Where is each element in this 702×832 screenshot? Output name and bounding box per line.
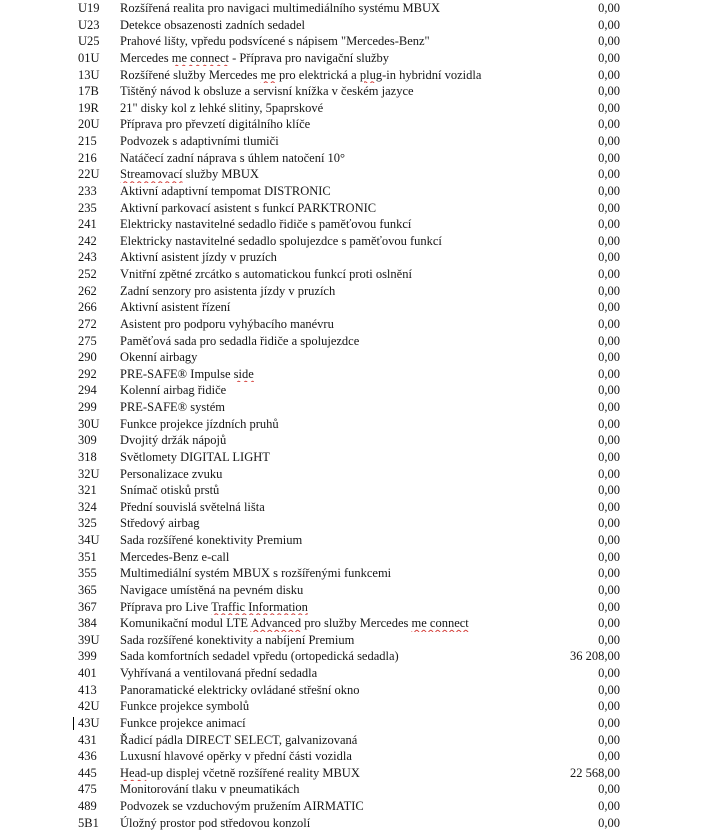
option-price: 0,00 xyxy=(598,549,620,564)
description-text: Středový airbag xyxy=(120,516,200,531)
table-row xyxy=(78,166,620,183)
option-code: 489 xyxy=(78,799,97,813)
description-text: Navigace umístěná na pevném disku xyxy=(120,582,304,597)
option-description xyxy=(120,17,528,34)
table-row xyxy=(78,316,620,333)
option-description xyxy=(120,183,528,200)
description-text: Dvojitý držák nápojů xyxy=(120,433,227,448)
description-text: Snímač otisků prstů xyxy=(120,483,220,498)
description-text: pro služby Mercedes xyxy=(301,616,412,631)
option-code: 475 xyxy=(78,782,97,797)
option-description xyxy=(120,449,528,466)
table-row xyxy=(78,499,620,516)
option-description xyxy=(120,515,528,532)
option-code: 01U xyxy=(78,50,100,65)
option-code: 355 xyxy=(78,566,97,581)
option-price: 0,00 xyxy=(598,233,620,248)
option-description xyxy=(120,299,528,316)
description-text: Tištěný návod k obsluze a servisní knížka v českém jazyce xyxy=(120,84,414,99)
option-description xyxy=(120,266,528,283)
description-text: PRE-SAFE® systém xyxy=(120,400,225,414)
option-code: 17B xyxy=(78,84,99,99)
description-text: Řadicí pádla DIRECT SELECT, galvanizovaná xyxy=(120,732,358,747)
option-price: 0,00 xyxy=(598,366,620,381)
table-row xyxy=(78,233,620,250)
option-code: 13U xyxy=(78,67,100,82)
description-text: pro elektrická a xyxy=(275,67,360,82)
option-price: 36 208,00 xyxy=(570,649,620,664)
table-row xyxy=(78,781,620,798)
option-code: 20U xyxy=(78,117,100,132)
description-text: Sada komfortních sedadel vpředu (ortopedická sedadla) xyxy=(120,649,399,664)
option-price: 0,00 xyxy=(598,516,620,531)
option-code: 235 xyxy=(78,200,97,215)
option-code: 384 xyxy=(78,616,97,631)
option-code: 324 xyxy=(78,499,97,514)
option-description xyxy=(120,499,528,516)
table-row xyxy=(78,765,620,782)
table-row xyxy=(78,648,620,665)
description-text: Funkce projekce animací xyxy=(120,715,246,730)
description-text: Aktivní adaptivní tempomat DISTRONIC xyxy=(120,183,331,198)
description-text: Aktivní parkovací asistent s funkcí PARKTRONIC xyxy=(120,200,377,215)
table-row xyxy=(78,299,620,316)
option-price: 0,00 xyxy=(598,250,620,265)
option-code: 243 xyxy=(78,250,97,265)
table-row xyxy=(78,682,620,699)
option-price: 0,00 xyxy=(598,699,620,714)
description-text: Paměťová sada pro sedadla řidiče a spolujezdce xyxy=(120,333,360,348)
description-text: Příprava pro Live xyxy=(120,599,212,614)
option-description xyxy=(120,216,528,233)
option-price: 0,00 xyxy=(598,632,620,647)
table-row xyxy=(78,266,620,283)
table-row xyxy=(78,748,620,765)
option-price: 0,00 xyxy=(598,34,620,49)
option-code: 34U xyxy=(78,533,100,547)
table-row xyxy=(78,67,620,84)
option-code: 401 xyxy=(78,666,97,680)
description-text: 21" disky kol z lehké slitiny, 5paprskové xyxy=(120,100,324,115)
table-row xyxy=(78,116,620,133)
description-text: Okenní airbagy xyxy=(120,350,198,365)
table-row xyxy=(78,349,620,366)
option-description xyxy=(120,33,528,50)
option-price: 0,00 xyxy=(598,333,620,348)
option-price: 0,00 xyxy=(598,749,620,764)
table-row xyxy=(78,283,620,300)
table-row xyxy=(78,183,620,200)
option-price: 0,00 xyxy=(598,616,620,631)
table-row xyxy=(78,599,620,616)
option-code: 367 xyxy=(78,599,97,614)
option-code: 399 xyxy=(78,649,97,664)
description-text: Personalizace zvuku xyxy=(120,466,223,481)
option-description xyxy=(120,599,528,616)
option-price: 0,00 xyxy=(598,84,620,99)
option-description xyxy=(120,748,528,765)
option-price: 0,00 xyxy=(598,715,620,730)
table-row xyxy=(78,582,620,599)
text-cursor xyxy=(73,717,74,730)
description-text: Příprava pro převzetí digitálního klíče xyxy=(120,117,311,132)
table-row xyxy=(78,333,620,350)
option-code: 299 xyxy=(78,400,97,414)
option-description xyxy=(120,532,528,549)
spellcheck-underlined-text: Advanced xyxy=(250,616,302,631)
description-text: PRE-SAFE® Impulse xyxy=(120,366,234,381)
option-price: 0,00 xyxy=(598,416,620,431)
spellcheck-underlined-text: Traffic Information xyxy=(211,599,308,614)
spellcheck-underlined-text: side xyxy=(233,366,254,381)
description-text: Panoramatické elektricky ovládané střešní okno xyxy=(120,682,360,697)
option-price: 0,00 xyxy=(598,300,620,315)
option-price: 0,00 xyxy=(598,566,620,581)
description-text: Natáčecí zadní náprava s úhlem natočení 10° xyxy=(120,150,346,165)
option-description xyxy=(120,382,528,399)
description-text: Vyhřívaná a ventilovaná přední sedadla xyxy=(120,666,318,680)
option-code: 275 xyxy=(78,333,97,348)
option-code: 5B1 xyxy=(78,815,99,830)
table-row xyxy=(78,100,620,117)
description-text: Sada rozšířené konektivity a nabíjení Premium xyxy=(120,632,355,647)
option-code: 32U xyxy=(78,466,100,481)
table-row xyxy=(78,399,620,416)
option-code: 272 xyxy=(78,316,97,331)
table-row xyxy=(78,133,620,150)
option-price: 0,00 xyxy=(598,782,620,797)
option-price: 0,00 xyxy=(598,117,620,132)
table-row xyxy=(78,0,620,17)
option-code: 309 xyxy=(78,433,97,448)
option-description xyxy=(120,715,528,732)
option-price: 0,00 xyxy=(598,799,620,813)
description-text: Luxusní hlavové opěrky v přední části vozidla xyxy=(120,749,352,764)
description-text: -in hybridní vozidla xyxy=(382,67,482,82)
description-text: Detekce obsazenosti zadních sedadel xyxy=(120,17,305,32)
table-row xyxy=(78,150,620,167)
option-code: 19R xyxy=(78,100,99,115)
table-row xyxy=(78,715,620,732)
option-description xyxy=(120,482,528,499)
description-text: Rozšířená realita pro navigaci multimediálního systému MBUX xyxy=(120,1,441,15)
description-text: Komunikační modul LTE xyxy=(120,616,251,631)
option-description xyxy=(120,283,528,300)
option-description xyxy=(120,781,528,798)
description-text: Elektricky nastavitelné sedadlo spolujezdce s paměťovou funkcí xyxy=(120,233,442,248)
option-description xyxy=(120,200,528,217)
option-description xyxy=(120,765,528,782)
option-price: 0,00 xyxy=(598,533,620,547)
option-description xyxy=(120,316,528,333)
option-code: 413 xyxy=(78,682,97,697)
option-description xyxy=(120,349,528,366)
table-row xyxy=(78,665,620,682)
option-description xyxy=(120,549,528,566)
table-row xyxy=(78,449,620,466)
description-text: Elektricky nastavitelné sedadlo řidiče s paměťovou funkcí xyxy=(120,217,412,232)
option-code: U23 xyxy=(78,17,100,32)
option-code: 241 xyxy=(78,217,97,232)
description-text: Světlomety DIGITAL LIGHT xyxy=(120,449,270,464)
option-description xyxy=(120,466,528,483)
option-code: 294 xyxy=(78,383,97,398)
option-code: 30U xyxy=(78,416,100,431)
option-code: 321 xyxy=(78,483,97,498)
option-code: 365 xyxy=(78,582,97,597)
option-code: 233 xyxy=(78,183,97,198)
table-row xyxy=(78,466,620,483)
option-price: 0,00 xyxy=(598,350,620,365)
option-description xyxy=(120,150,528,167)
table-row xyxy=(78,200,620,217)
option-price: 0,00 xyxy=(598,666,620,680)
description-text: Úložný prostor pod středovou konzolí xyxy=(120,815,311,830)
option-price: 0,00 xyxy=(598,499,620,514)
option-description xyxy=(120,50,528,67)
spellcheck-underlined-text: me connect xyxy=(171,50,229,65)
option-code: 436 xyxy=(78,749,97,764)
option-code: 43U xyxy=(78,715,120,732)
option-price: 0,00 xyxy=(598,200,620,215)
option-description xyxy=(120,249,528,266)
option-price: 0,00 xyxy=(598,50,620,65)
option-code: 242 xyxy=(78,233,97,248)
description-text: služby MBUX xyxy=(182,167,259,182)
description-text: Mercedes xyxy=(120,50,172,65)
option-description xyxy=(120,100,528,117)
table-row xyxy=(78,732,620,749)
option-description xyxy=(120,67,528,84)
description-text: Sada rozšířené konektivity Premium xyxy=(120,533,303,547)
description-text: Prahové lišty, vpředu podsvícené s nápisem "Mercedes-Benz" xyxy=(120,34,430,49)
option-description xyxy=(120,698,528,715)
option-description xyxy=(120,83,528,100)
option-code: 445 xyxy=(78,765,97,780)
table-row xyxy=(78,515,620,532)
option-code: 431 xyxy=(78,732,97,747)
description-text: Zadní senzory pro asistenta jízdy v pruzích xyxy=(120,283,336,298)
table-row xyxy=(78,565,620,582)
option-description xyxy=(120,565,528,582)
table-row xyxy=(78,83,620,100)
table-row xyxy=(78,33,620,50)
option-price: 0,00 xyxy=(598,267,620,281)
option-price: 0,00 xyxy=(598,433,620,448)
option-code: 39U xyxy=(78,632,100,647)
description-text: Funkce projekce symbolů xyxy=(120,699,250,714)
table-row xyxy=(78,216,620,233)
option-price: 0,00 xyxy=(598,283,620,298)
option-code: 290 xyxy=(78,350,97,365)
option-price: 0,00 xyxy=(598,167,620,182)
option-code: 318 xyxy=(78,449,97,464)
option-price: 0,00 xyxy=(598,466,620,481)
spellcheck-underlined-text: me xyxy=(260,67,276,82)
option-description xyxy=(120,665,528,682)
option-price: 0,00 xyxy=(598,582,620,597)
option-description xyxy=(120,366,528,383)
option-description xyxy=(120,798,528,815)
option-price: 0,00 xyxy=(598,1,620,15)
table-row xyxy=(78,50,620,67)
spellcheck-underlined-text: Streamovací xyxy=(120,167,183,182)
option-code: 292 xyxy=(78,366,97,381)
table-row xyxy=(78,17,620,34)
option-price: 0,00 xyxy=(598,134,620,148)
option-description xyxy=(120,233,528,250)
description-text: Funkce projekce jízdních pruhů xyxy=(120,416,279,431)
option-price: 0,00 xyxy=(598,599,620,614)
description-text: Mercedes-Benz e-call xyxy=(120,549,230,564)
table-row xyxy=(78,815,620,832)
option-description xyxy=(120,582,528,599)
description-text: Podvozek se vzduchovým pružením AIRMATIC xyxy=(120,799,364,813)
option-code: U19 xyxy=(78,1,100,15)
option-price: 0,00 xyxy=(598,732,620,747)
option-code: 215 xyxy=(78,134,97,148)
table-row xyxy=(78,532,620,549)
option-description xyxy=(120,416,528,433)
option-code: 266 xyxy=(78,300,97,315)
description-text: Aktivní asistent řízení xyxy=(120,300,231,315)
description-text: Kolenní airbag řidiče xyxy=(120,383,227,398)
option-price: 0,00 xyxy=(598,815,620,830)
option-description xyxy=(120,732,528,749)
table-row xyxy=(78,366,620,383)
table-row xyxy=(78,549,620,566)
option-description xyxy=(120,682,528,699)
option-code: 252 xyxy=(78,267,97,281)
option-price: 0,00 xyxy=(598,483,620,498)
description-text: Podvozek s adaptivními tlumiči xyxy=(120,134,279,148)
option-price: 0,00 xyxy=(598,100,620,115)
option-description xyxy=(120,432,528,449)
table-row xyxy=(78,432,620,449)
option-price: 0,00 xyxy=(598,682,620,697)
option-description xyxy=(120,133,528,150)
option-code: U25 xyxy=(78,34,100,49)
table-row xyxy=(78,615,620,632)
description-text: Aktivní asistent jízdy v pruzích xyxy=(120,250,277,265)
option-code: 42U xyxy=(78,699,100,714)
spellcheck-underlined-text: Head xyxy=(120,765,147,780)
description-text: Monitorování tlaku v pneumatikách xyxy=(120,782,300,797)
spellcheck-underlined-text: me connect xyxy=(411,616,469,631)
description-text: Multimediální systém MBUX s rozšířenými funkcemi xyxy=(120,566,392,581)
option-code: 325 xyxy=(78,516,97,531)
description-text: Asistent pro podporu vyhýbacího manévru xyxy=(120,316,334,331)
option-code: 262 xyxy=(78,283,97,298)
option-price: 0,00 xyxy=(598,150,620,165)
option-description xyxy=(120,815,528,832)
table-row xyxy=(78,798,620,815)
table-row xyxy=(78,249,620,266)
option-description xyxy=(120,0,528,17)
description-text: -up displej včetně rozšířené reality MBUX xyxy=(146,765,360,780)
table-row xyxy=(78,482,620,499)
option-price: 0,00 xyxy=(598,183,620,198)
option-description xyxy=(120,615,528,632)
option-description xyxy=(120,632,528,649)
option-code: 216 xyxy=(78,150,97,165)
description-text: - Příprava pro navigační služby xyxy=(228,50,390,65)
option-description xyxy=(120,166,528,183)
option-price: 0,00 xyxy=(598,383,620,398)
option-description xyxy=(120,333,528,350)
description-text: Vnitřní zpětné zrcátko s automatickou funkcí proti oslnění xyxy=(120,267,412,281)
option-price: 0,00 xyxy=(598,316,620,331)
option-code: 22U xyxy=(78,167,100,182)
option-price: 0,00 xyxy=(598,217,620,232)
table-row xyxy=(78,632,620,649)
spellcheck-underlined-text: plug xyxy=(359,67,383,82)
option-code: 351 xyxy=(78,549,97,564)
option-price: 0,00 xyxy=(598,67,620,82)
option-price: 0,00 xyxy=(598,449,620,464)
option-price: 22 568,00 xyxy=(570,765,620,780)
description-text: Přední souvislá světelná lišta xyxy=(120,499,265,514)
option-price: 0,00 xyxy=(598,17,620,32)
option-description xyxy=(120,399,528,416)
table-row xyxy=(78,698,620,715)
table-row xyxy=(78,416,620,433)
option-description xyxy=(120,116,528,133)
description-text: Rozšířené služby Mercedes xyxy=(120,67,261,82)
table-row xyxy=(78,382,620,399)
option-price: 0,00 xyxy=(598,400,620,414)
option-description xyxy=(120,648,528,665)
